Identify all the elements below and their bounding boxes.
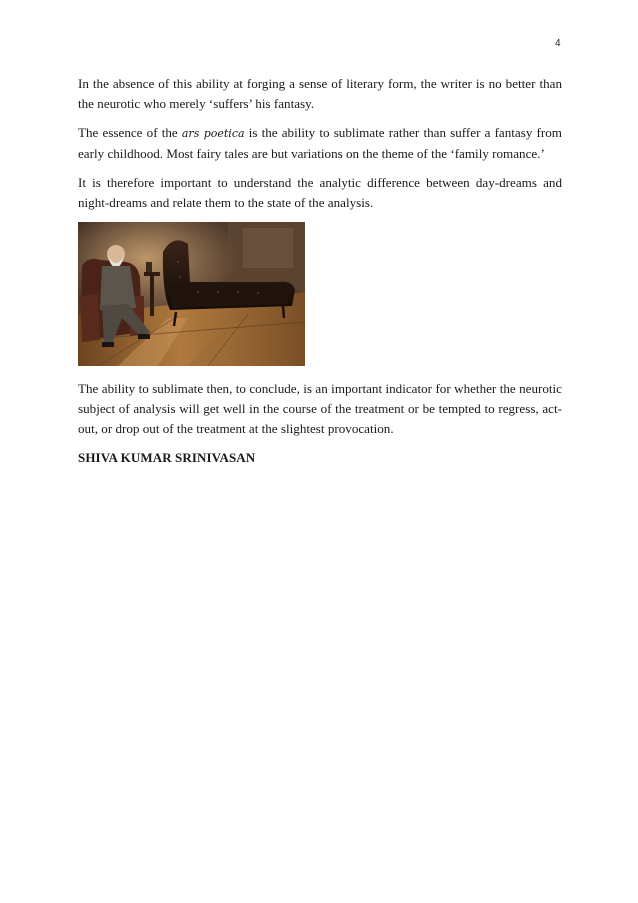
- paragraph-2-italic-term: ars poetica: [181, 127, 245, 140]
- paragraph-2-text-b: is the ability to sublimate rather than suffer a fantasy from early childhood. Most fairy tales are but variations on the theme of the ‘family romance.’: [78, 125, 562, 161]
- paragraph-1: In the absence of this ability at forging a sense of literary form, the writer is no better than the neurotic who merely ‘suffers’ his fantasy.: [78, 76, 562, 111]
- paragraph-2-text-a: The essence of the: [78, 125, 182, 140]
- paragraph-4: The ability to sublimate then, to conclude, is an important indicator for whether the neurotic subject of analysis will get well in the course of the treatment or be tempted to regress, act-out, or drop out of the treatment at the slightest provocation.: [78, 381, 562, 436]
- document-body: [78, 74, 562, 477]
- paragraph-2: [78, 123, 562, 164]
- paragraph-3: It is therefore important to understand the analytic difference between day-dreams and night-dreams and relate them to the state of the analysis.: [78, 175, 562, 210]
- page-number: 4: [555, 38, 561, 49]
- photo-freud-with-couch: [78, 222, 305, 366]
- author-signature: SHIVA KUMAR SRINIVASAN: [78, 450, 256, 465]
